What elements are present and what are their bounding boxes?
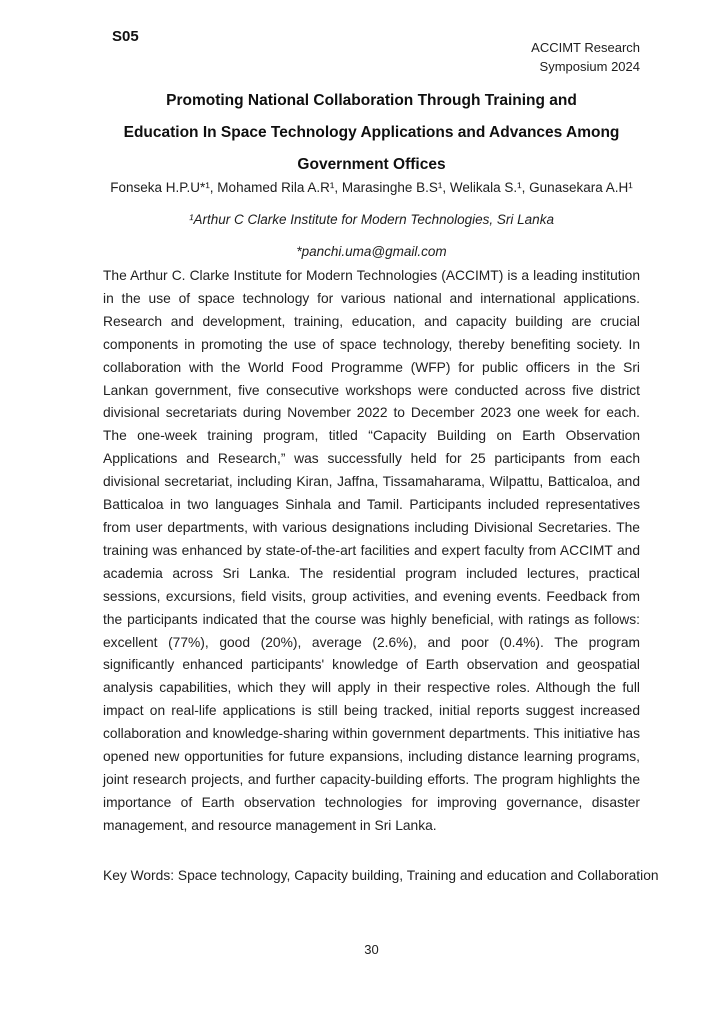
paper-title-line1: Promoting National Collaboration Through Training and <box>166 92 577 109</box>
symposium-header <box>531 38 640 76</box>
keywords-line: Key Words: Space technology, Capacity building, Training and education and Collaboration <box>103 868 659 883</box>
affiliation-line: ¹Arthur C Clarke Institute for Modern Technologies, Sri Lanka <box>189 212 554 227</box>
email-line: *panchi.uma@gmail.com <box>296 244 447 259</box>
authors-line: Fonseka H.P.U*¹, Mohamed Rila A.R¹, Marasinghe B.S¹, Welikala S.¹, Gunasekara A.H¹ <box>110 180 633 195</box>
session-code: S05 <box>112 28 139 45</box>
paper-title <box>103 85 640 181</box>
paper-title-line2: Education In Space Technology Applications and Advances Among <box>123 124 620 141</box>
abstract-text: The Arthur C. Clarke Institute for Modern Technologies (ACCIMT) is a leading institution in the use of space technology for various national and international applications. Research and development, training, education, and capacity building are crucial components in promoting the use of space technology, thereby benefiting society. In collaboration with the World Food Programme (WFP) for public officers in the Sri Lankan government, five consecutive workshops were conducted across five district divisional secretariats during November 2022 to December 2023 one week for each. The one-week training program, titled “Capacity Building on Earth Observation Applications and Research,” was successfully held for 25 participants from each divisional secretariat, including Kiran, Jaffna, Tissamaharama, Wilpattu, Batticaloa, and Batticaloa in two languages Sinhala and Tamil. Participants included representatives from user departments, with various designations including Divisional Secretaries. The training was enhanced by state-of-the-art facilities and expert faculty from ACCIMT and academia across Sri Lanka. The residential program included lectures, practical sessions, excursions, field visits, group activities, and evening events. Feedback from the participants indicated that the course was highly beneficial, with ratings as follows: excellent (77%), good (20%), average (2.6%), and poor (0.4%). The program significantly enhanced participants' knowledge of Earth observation and geospatial analysis capabilities, which they will apply in their respective roles. Although the full impact on real-life applications is still being tracked, initial reports suggest increased collaboration and knowledge-sharing within government departments. This initiative has opened new opportunities for future expansions, including distance learning programs, joint research projects, and further capacity-building efforts. The program highlights the importance of Earth observation technologies for improving governance, disaster management, and resource management in Sri Lanka. <box>103 268 640 833</box>
symposium-header-line1: ACCIMT Research <box>531 40 640 55</box>
symposium-header-line2: Symposium 2024 <box>539 59 640 74</box>
paper-title-line3: Government Offices <box>297 156 446 173</box>
page-number: 30 <box>364 942 379 957</box>
